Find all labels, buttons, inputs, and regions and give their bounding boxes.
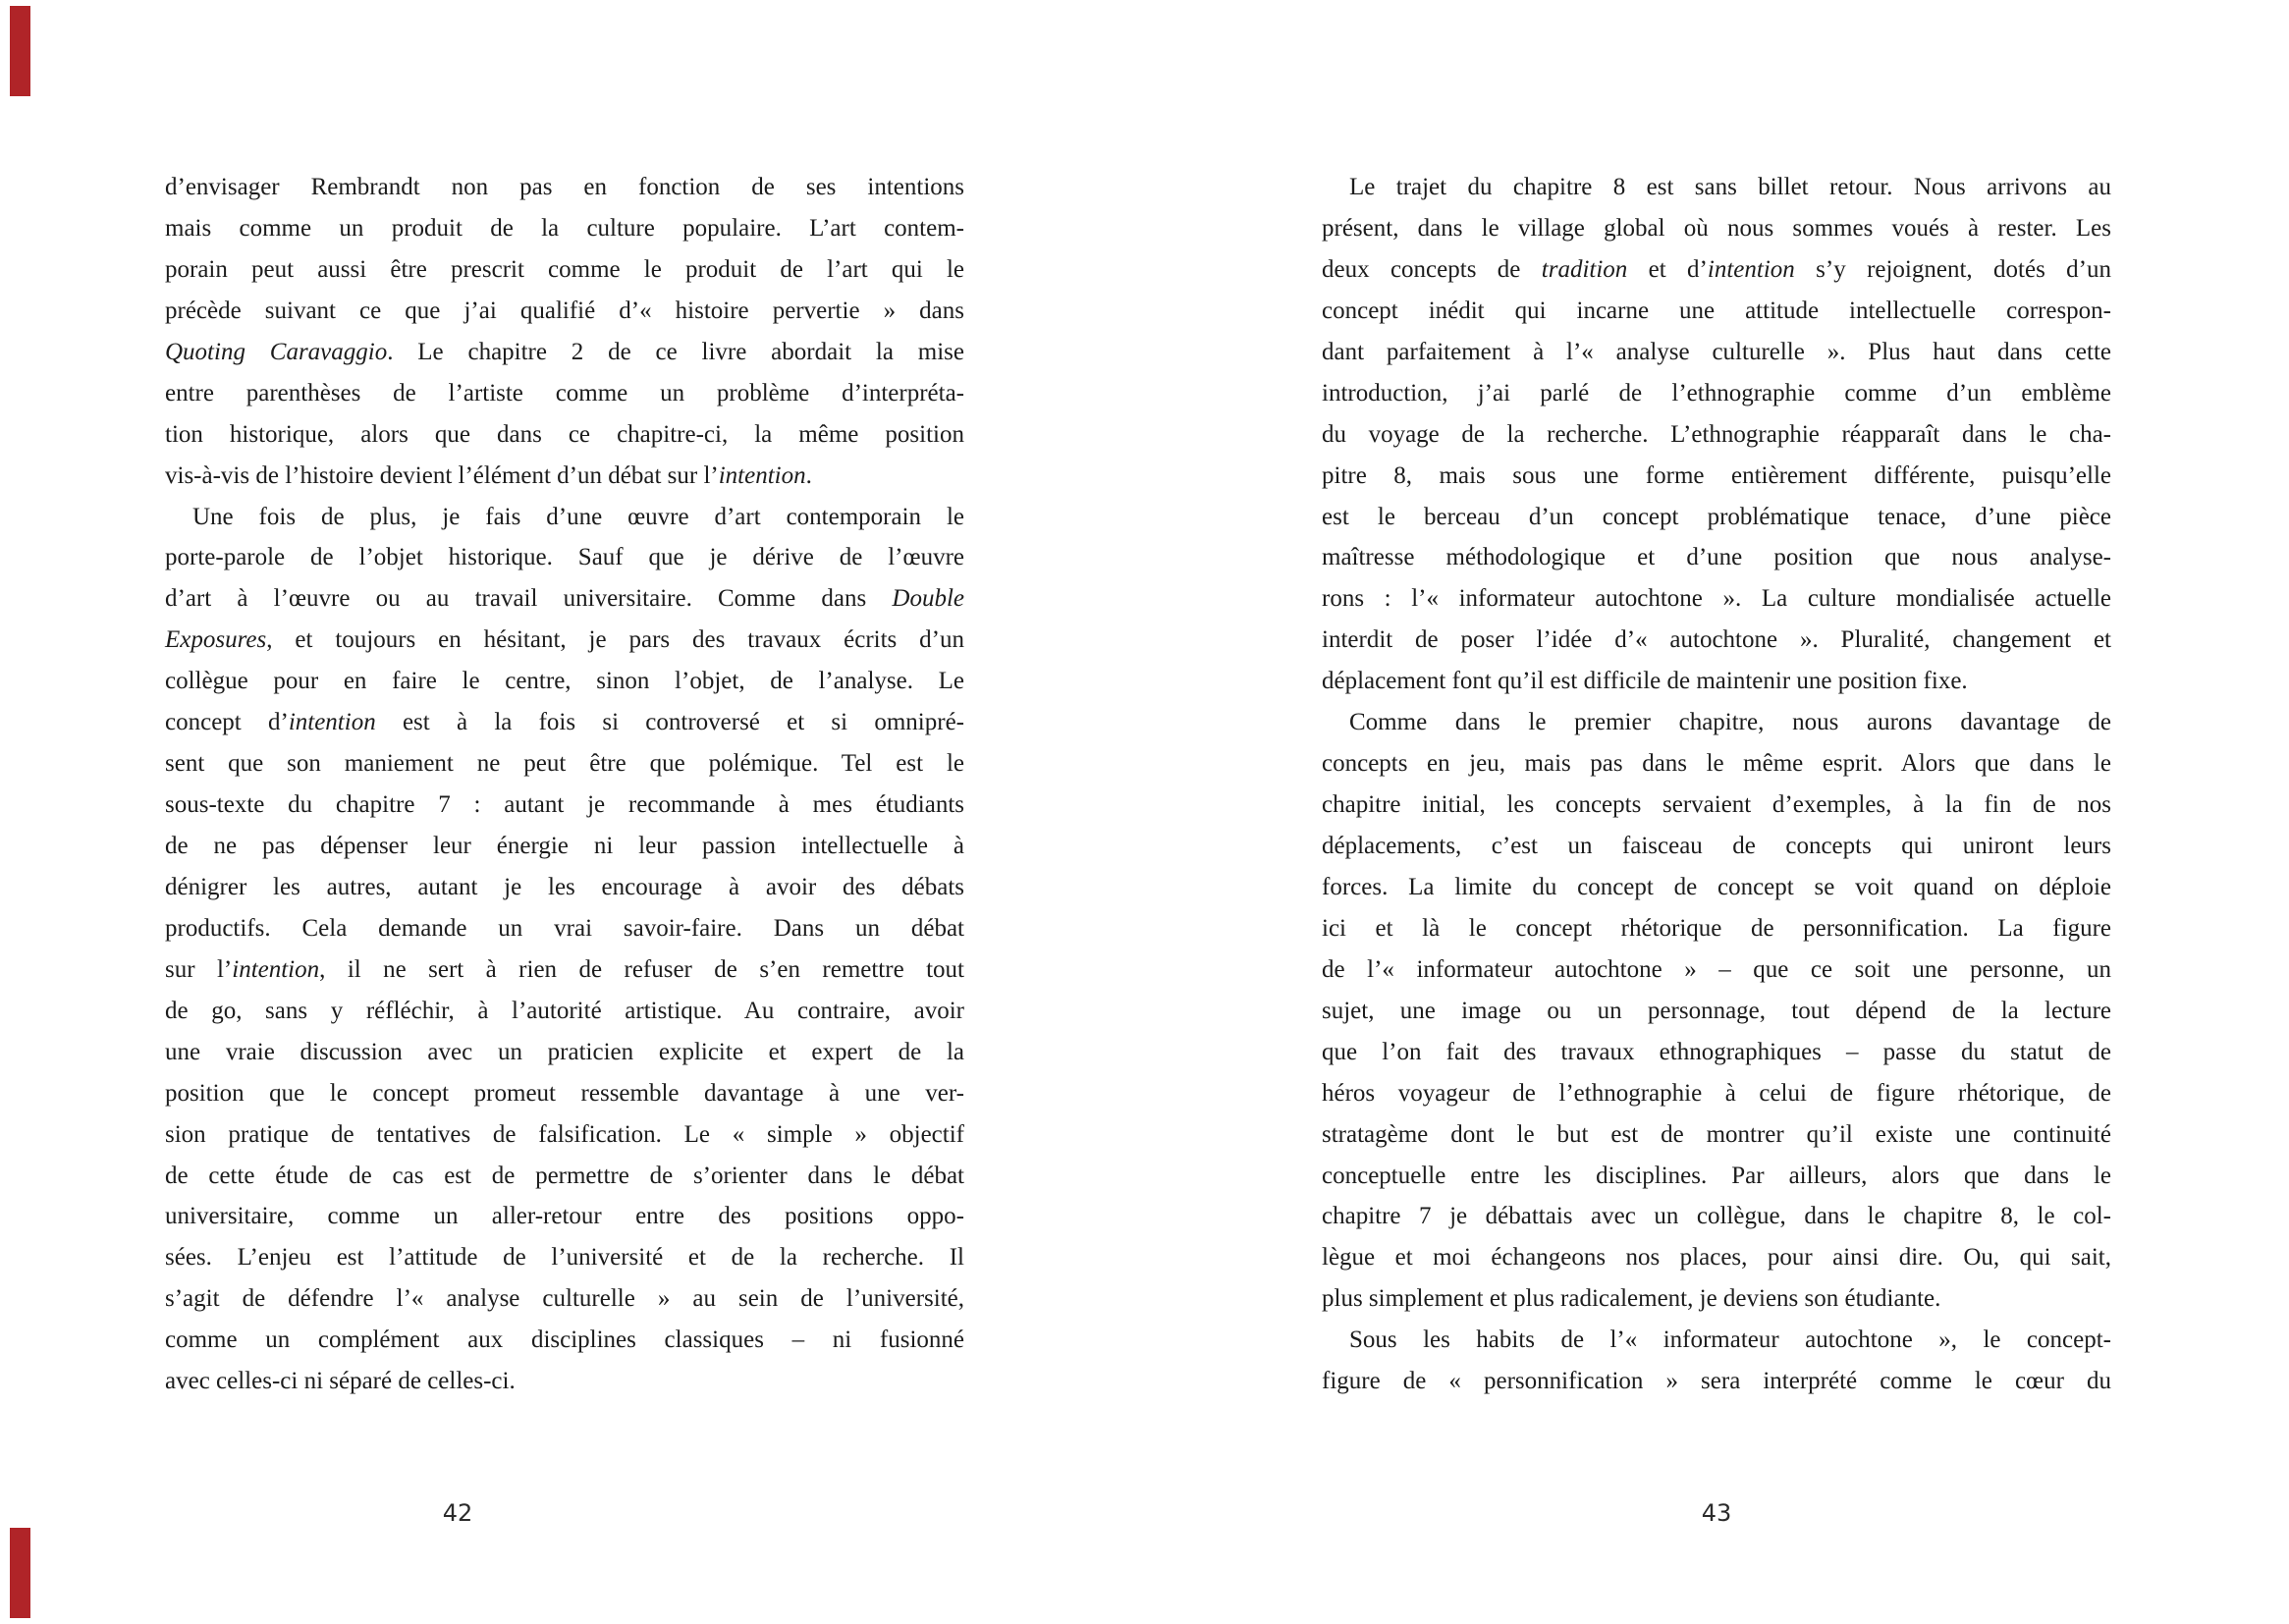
text-line: concept inédit qui incarne une attitude intellectuelle correspon- (1322, 297, 2111, 324)
text-line: une vraie discussion avec un praticien explicite et expert de la (165, 1038, 964, 1065)
text-line: universitaire, comme un aller-retour entre des positions oppo- (165, 1203, 964, 1230)
text-line: que l’on fait des travaux ethnographiques – passe du statut de (1322, 1038, 2111, 1065)
text-line: sur l’intention, il ne sert à rien de refuser de s’en remettre tout (165, 955, 964, 983)
text-line: est le berceau d’un concept problématique tenace, d’une pièce (1322, 503, 2111, 530)
red-edge-mark-bottom (10, 1528, 30, 1618)
text-line: héros voyageur de l’ethnographie à celui de figure rhétorique, de (1322, 1079, 2111, 1107)
text-line: Exposures, et toujours en hésitant, je pars des travaux écrits d’un (165, 626, 964, 654)
text-line: concept d’intention est à la fois si controversé et si omnipré- (165, 709, 964, 736)
text-line: s’agit de défendre l’« analyse culturelle » au sein de l’université, (165, 1285, 964, 1313)
text-line: pitre 8, mais sous une forme entièrement différente, puisqu’elle (1322, 461, 2111, 489)
text-line: plus simplement et plus radicalement, je deviens son étudiante. (1322, 1285, 1941, 1313)
text-line: déplacements, c’est un faisceau de concepts qui uniront leurs (1322, 833, 2111, 859)
red-edge-mark-top (10, 6, 30, 96)
text-line: deux concepts de tradition et d’intention s’y rejoignent, dotés d’un (1322, 255, 2112, 283)
text-line: sous-texte du chapitre 7 : autant je recommande à mes étudiants (165, 791, 964, 819)
text-line: figure de « personnification » sera interprété comme le cœur du (1322, 1368, 2111, 1395)
text-line: Comme dans le premier chapitre, nous aurons davantage de (1349, 709, 2111, 736)
text-line: mais comme un produit de la culture populaire. L’art contem- (165, 214, 964, 242)
text-line: avec celles-ci ni séparé de celles-ci. (165, 1368, 516, 1395)
text-line: productifs. Cela demande un vrai savoir-faire. Dans un débat (165, 914, 964, 942)
right-page-text-block (1322, 167, 2111, 1402)
text-line: de l’« informateur autochtone » – que ce soit une personne, un (1322, 955, 2111, 983)
text-line: tion historique, alors que dans ce chapitre-ci, la même position (165, 420, 964, 448)
text-line: présent, dans le village global où nous sommes voués à rester. Les (1322, 214, 2111, 242)
text-line: précède suivant ce que j’ai qualifié d’« histoire pervertie » dans (165, 297, 964, 324)
text-line: comme un complément aux disciplines classiques – ni fusionné (165, 1326, 964, 1354)
text-line: maîtresse méthodologique et d’une position que nous analyse- (1322, 544, 2111, 571)
text-line: sion pratique de tentatives de falsification. Le « simple » objectif (165, 1120, 964, 1148)
text-line: stratagème dont le but est de montrer qu’il existe une continuité (1322, 1120, 2111, 1148)
text-line: lègue et moi échangeons nos places, pour ainsi dire. Ou, qui sait, (1322, 1244, 2111, 1272)
text-line: entre parenthèses de l’artiste comme un problème d’interpréta- (165, 379, 964, 406)
paragraph (165, 167, 964, 497)
text-line: chapitre initial, les concepts servaient d’exemples, à la fin de nos (1322, 791, 2111, 819)
paragraph (1322, 702, 2111, 1320)
text-line: chapitre 7 je débattais avec un collègue, dans le chapitre 8, le col- (1322, 1203, 2111, 1230)
text-line: introduction, j’ai parlé de l’ethnographie comme d’un emblème (1322, 379, 2111, 406)
text-line: rons : l’« informateur autochtone ». La culture mondialisée actuelle (1322, 585, 2111, 613)
text-line: position que le concept promeut ressemble davantage à une ver- (165, 1079, 964, 1107)
text-line: ici et là le concept rhétorique de personnification. La figure (1322, 914, 2111, 942)
paragraph (1322, 1320, 2111, 1402)
text-line: d’envisager Rembrandt non pas en fonction de ses intentions (165, 174, 964, 200)
text-line: conceptuelle entre les disciplines. Par ailleurs, alors que dans le (1322, 1162, 2111, 1189)
text-line: de cette étude de cas est de permettre de s’orienter dans le débat (165, 1162, 964, 1189)
page-number-left: 42 (442, 1499, 473, 1527)
text-line: sent que son maniement ne peut être que polémique. Tel est le (165, 750, 964, 778)
page-number-right: 43 (1701, 1499, 1732, 1527)
text-line: vis-à-vis de l’histoire devient l’élément d’un débat sur l’intention. (165, 461, 812, 489)
text-line: d’art à l’œuvre ou au travail universitaire. Comme dans Double (165, 585, 964, 613)
text-line: collègue pour en faire le centre, sinon l’objet, de l’analyse. Le (165, 668, 964, 695)
text-line: interdit de poser l’idée d’« autochtone ». Pluralité, changement et (1322, 626, 2111, 654)
text-line: du voyage de la recherche. L’ethnographie réapparaît dans le cha- (1322, 420, 2111, 448)
text-line: de ne pas dépenser leur énergie ni leur passion intellectuelle à (165, 833, 964, 859)
left-page-text-block (165, 167, 964, 1402)
text-line: déplacement font qu’il est difficile de maintenir une position fixe. (1322, 668, 1968, 695)
text-line: Le trajet du chapitre 8 est sans billet retour. Nous arrivons au (1349, 174, 2111, 200)
text-line: sées. L’enjeu est l’attitude de l’université et de la recherche. Il (165, 1244, 964, 1272)
paragraph (165, 497, 964, 1403)
text-line: de go, sans y réfléchir, à l’autorité artistique. Au contraire, avoir (165, 997, 964, 1024)
text-line: porain peut aussi être prescrit comme le produit de l’art qui le (165, 255, 964, 283)
text-line: Une fois de plus, je fais d’une œuvre d’art contemporain le (192, 503, 964, 530)
text-line: Quoting Caravaggio. Le chapitre 2 de ce livre abordait la mise (165, 338, 964, 365)
text-line: dénigrer les autres, autant je les encourage à avoir des débats (165, 873, 964, 900)
text-line: Sous les habits de l’« informateur autochtone », le concept- (1349, 1326, 2111, 1354)
text-line: sujet, une image ou un personnage, tout dépend de la lecture (1322, 997, 2111, 1024)
text-line: porte-parole de l’objet historique. Sauf que je dérive de l’œuvre (165, 544, 964, 571)
text-line: dant parfaitement à l’« analyse culturelle ». Plus haut dans cette (1322, 338, 2111, 365)
text-line: forces. La limite du concept de concept se voit quand on déploie (1322, 873, 2111, 900)
text-line: concepts en jeu, mais pas dans le même esprit. Alors que dans le (1322, 750, 2111, 778)
paragraph (1322, 167, 2111, 702)
